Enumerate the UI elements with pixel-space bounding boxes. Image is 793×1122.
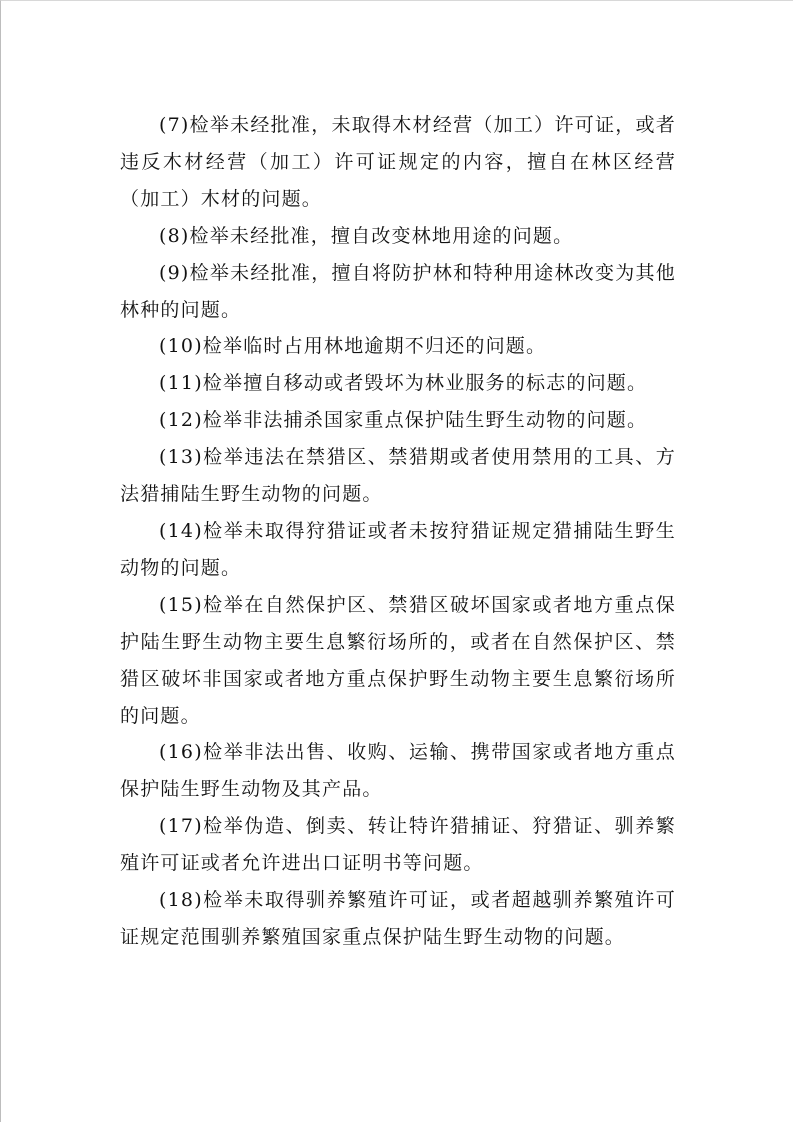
paragraph-item-11: (11)检举擅自移动或者毁坏为林业服务的标志的问题。 xyxy=(159,372,648,395)
document-page xyxy=(120,107,676,956)
paragraph-item-7: (7)检举未经批准，未取得木材经营（加工）许可证，或者违反木材经营（加工）许可证规定的内容，擅自在林区经营（加工）木材的问题。 xyxy=(120,114,676,210)
paragraph-item-9: (9)检举未经批准，擅自将防护林和特种用途林改变为其他林种的问题。 xyxy=(120,261,676,321)
paragraph-item-14: (14)检举未取得狩猎证或者未按狩猎证规定猎捕陆生野生动物的问题。 xyxy=(120,519,676,579)
paragraph-item-13: (13)检举违法在禁猎区、禁猎期或者使用禁用的工具、方法猎捕陆生野生动物的问题。 xyxy=(120,446,676,506)
paragraph-item-8: (8)检举未经批准，擅自改变林地用途的问题。 xyxy=(159,224,574,247)
paragraph-item-18: (18)检举未取得驯养繁殖许可证，或者超越驯养繁殖许可证规定范围驯养繁殖国家重点保护陆生野生动物的问题。 xyxy=(120,889,676,948)
paragraph-item-15: (15)检举在自然保护区、禁猎区破坏国家或者地方重点保护陆生野生动物主要生息繁衍场所的，或者在自然保护区、禁猎区破坏非国家或者地方重点保护野生动物主要生息繁衍场所的问题。 xyxy=(120,593,676,727)
paragraph-item-16: (16)检举非法出售、收购、运输、携带国家或者地方重点保护陆生野生动物及其产品。 xyxy=(120,741,676,801)
paragraph-item-17: (17)检举伪造、倒卖、转让特许猎捕证、狩猎证、驯养繁殖许可证或者允许进出口证明书等问题。 xyxy=(120,815,676,875)
paragraph-item-10: (10)检举临时占用林地逾期不归还的问题。 xyxy=(159,335,547,358)
paragraph-item-12: (12)检举非法捕杀国家重点保护陆生野生动物的问题。 xyxy=(159,409,648,432)
